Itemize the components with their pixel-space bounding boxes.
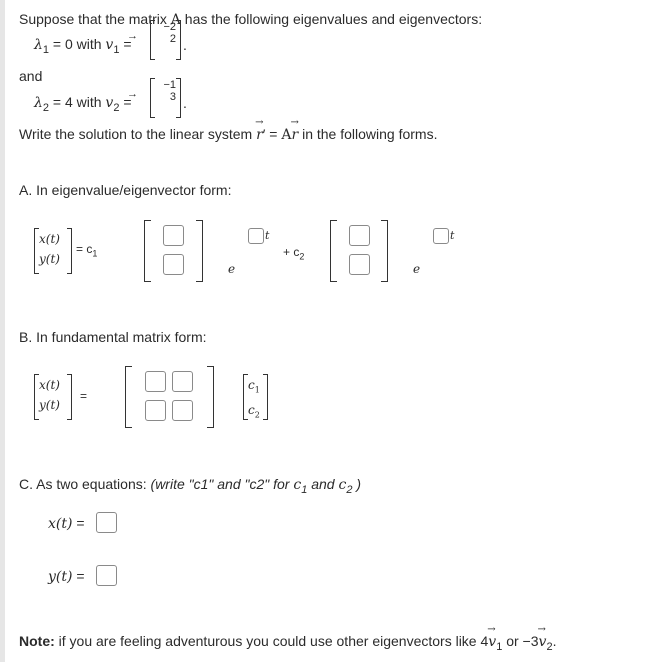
c-y-label: y(t) = — [48, 568, 85, 585]
a-vec1-bottom-input[interactable] — [163, 254, 184, 275]
a-vec2-bottom-input[interactable] — [349, 254, 370, 275]
instruction-text: Write the solution to the linear system r → ′ = Ar → in the following forms. — [19, 117, 438, 143]
a-plus-c2: + $c_2$ — [283, 245, 305, 262]
a-exponent1-input[interactable] — [248, 228, 264, 244]
a-vec2-bracket-left — [330, 220, 337, 282]
b-xy-vector: x(t) y(t) — [39, 378, 60, 412]
b-xy-bracket-right — [67, 374, 72, 420]
eigen-pair-1: $\lambda_1 = 0$ with $v_1$ = — [34, 36, 132, 56]
b-matrix-21-input[interactable] — [145, 400, 166, 421]
problem-intro: Suppose that the matrix A has the following eigenvalues and eigenvectors: — [19, 11, 483, 28]
v1-entries: −2 2 — [163, 21, 176, 45]
v2-bracket-right — [176, 78, 181, 118]
vector-v2: v — [105, 95, 114, 111]
part-a-label: A. In eigenvalue/eigenvector form: — [19, 182, 232, 198]
part-b-label: B. In fundamental matrix form: — [19, 329, 207, 345]
b-matrix-bracket-right — [207, 366, 214, 428]
a-vec1-bracket-left — [144, 220, 151, 282]
arrow-v2: → — [127, 88, 138, 100]
b-eq: = — [80, 389, 88, 403]
c-x-label: x(t) = — [48, 515, 85, 532]
c-x-input[interactable] — [96, 512, 117, 533]
b-matrix-11-input[interactable] — [145, 371, 166, 392]
a-vec2-bracket-right — [381, 220, 388, 282]
a-vec1-bracket-right — [196, 220, 203, 282]
v1-bracket-right — [176, 20, 181, 60]
a-xy-vector: x(t) y(t) — [39, 232, 60, 266]
vector-r: r → — [255, 117, 264, 143]
a-exponent2-input[interactable] — [433, 228, 449, 244]
note: Note: if you are feeling adventurous you could use other eigenvectors like 4v → $_1$ or −3v → $_2$. — [19, 624, 557, 653]
vector-v1: v — [105, 37, 114, 53]
b-c-vector: $c_1$ $c_2$ — [248, 378, 260, 420]
c-y-input[interactable] — [96, 565, 117, 586]
a-eq-c1: = $c_1$ — [76, 242, 98, 259]
left-divider — [0, 0, 5, 662]
v2-entries: −1 3 — [163, 79, 176, 103]
a-vec2-top-input[interactable] — [349, 225, 370, 246]
eigen-pair-2: $\lambda_2 = 4$ with $v_2$ = — [34, 94, 132, 114]
matrix-A: A — [170, 12, 181, 28]
part-c-label: C. As two equations: (write "c1" and "c2" for $c_1$ and $c_2$ ) — [19, 476, 361, 496]
a-xy-bracket-right — [67, 228, 72, 274]
b-matrix-22-input[interactable] — [172, 400, 193, 421]
and-text: and — [19, 68, 43, 84]
a-e2: e — [413, 262, 421, 276]
a-e1: e — [228, 262, 236, 276]
b-matrix-bracket-left — [125, 366, 132, 428]
b-c-bracket-right — [263, 374, 268, 420]
arrow-v1: → — [127, 30, 138, 42]
b-matrix-12-input[interactable] — [172, 371, 193, 392]
a-vec1-top-input[interactable] — [163, 225, 184, 246]
